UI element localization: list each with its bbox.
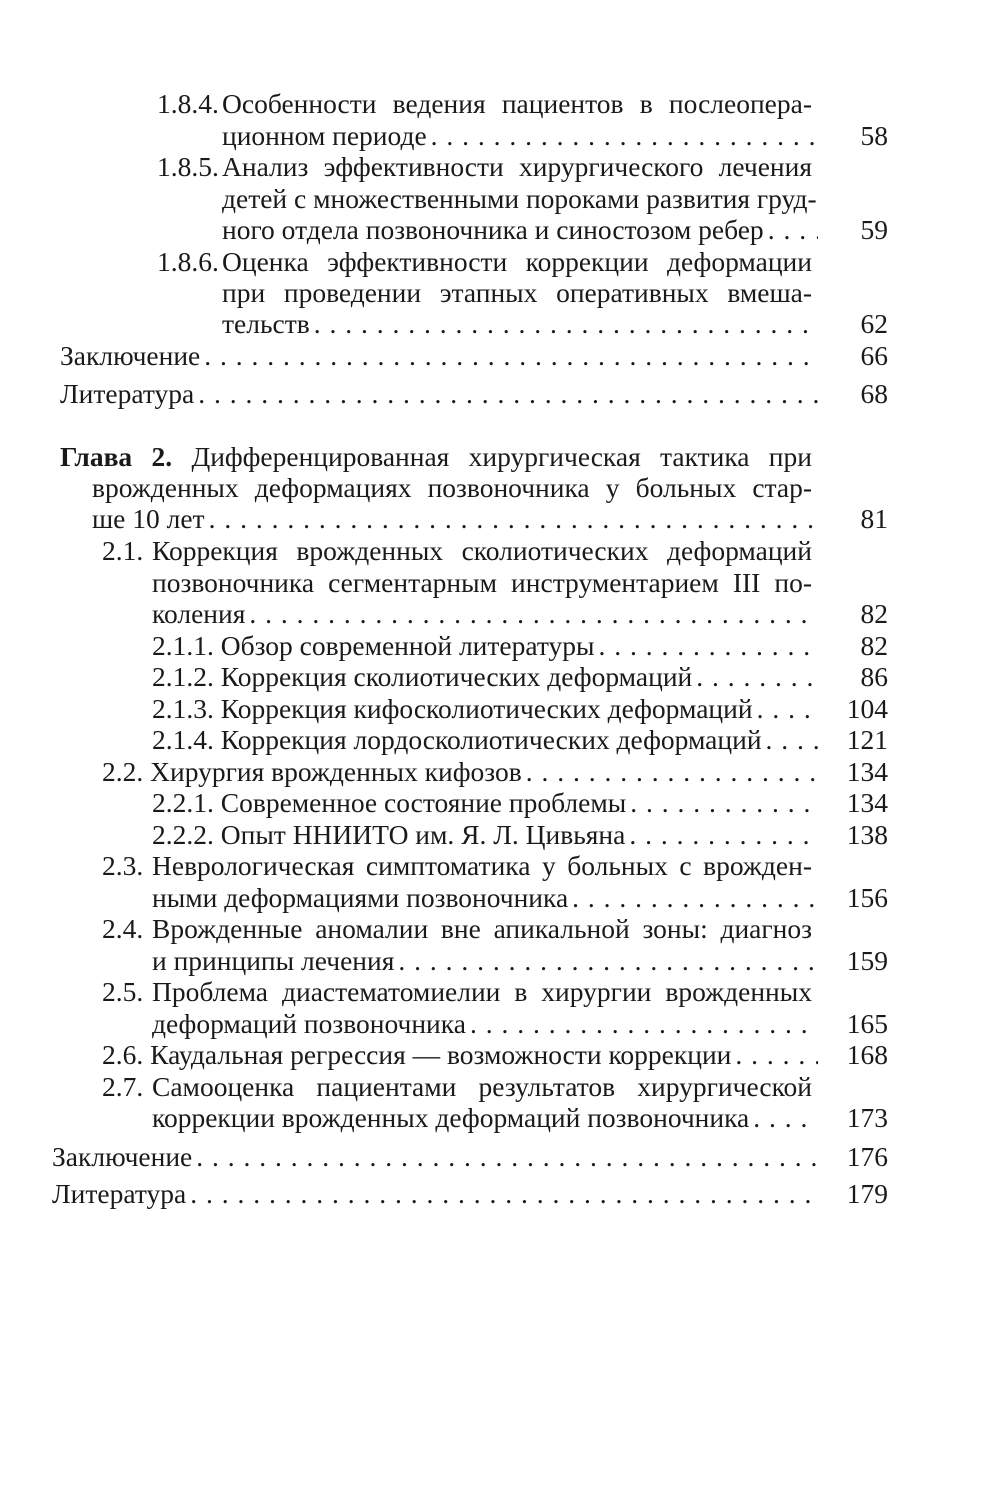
entry-text: позвоночника сегментарным инструментарием III по- xyxy=(152,567,812,598)
toc-entry-literature[interactable] xyxy=(60,378,888,409)
entry-text: Проблема диастематомиелии в хирургии врожденных xyxy=(152,976,812,1007)
toc-entry-2-4[interactable] xyxy=(152,945,888,976)
page-number: 59 xyxy=(860,214,888,245)
chapter-label: Глава 2. xyxy=(60,441,173,472)
page-number: 81 xyxy=(860,503,888,534)
entry-text: Коррекция врожденных сколиотических деформаций xyxy=(152,535,812,566)
leader-dots xyxy=(762,724,818,755)
entry-text: Оценка эффективности коррекции деформации xyxy=(222,246,812,277)
leader-dots xyxy=(205,503,818,534)
page-number: 58 xyxy=(860,120,888,151)
toc-entry-2-2-1[interactable] xyxy=(152,787,888,818)
entry-text: тельств xyxy=(222,308,310,339)
entry-number: 2.1.1. xyxy=(152,630,214,661)
entry-text: коления xyxy=(152,598,246,629)
toc-entry-2-2-2[interactable] xyxy=(152,819,888,850)
leader-dots xyxy=(394,945,818,976)
page-number: 86 xyxy=(860,661,888,692)
entry-text: 2.2.2. Опыт ННИИТО им. Я. Л. Цивьяна xyxy=(152,819,626,850)
entry-text: при проведении этапных оперативных вмеша- xyxy=(222,277,812,308)
toc-entry-conclusion[interactable] xyxy=(52,1141,888,1172)
page-number: 165 xyxy=(846,1008,888,1039)
toc-entry-2-3[interactable] xyxy=(152,882,888,913)
page-number: 176 xyxy=(846,1141,888,1172)
toc-entry-2-2[interactable] xyxy=(102,756,888,787)
page-number: 179 xyxy=(846,1178,888,1209)
entry-number: 2.6. xyxy=(102,1039,144,1070)
page-number: 168 xyxy=(846,1039,888,1070)
entry-number: 2.7. xyxy=(102,1071,144,1102)
entry-text: Неврологическая симптоматика у больных с врожден- xyxy=(152,850,812,881)
page-number: 138 xyxy=(846,819,888,850)
leader-dots xyxy=(595,630,819,661)
entry-text: 2.2. Хирургия врожденных кифозов xyxy=(102,756,522,787)
entry-number: 2.1.4. xyxy=(152,724,214,755)
entry-text: ного отдела позвоночника и синостозом ребер xyxy=(222,214,764,245)
page-number: 66 xyxy=(860,340,888,371)
page-number: 134 xyxy=(846,756,888,787)
entry-text: 2.1.1. Обзор современной литературы xyxy=(152,630,595,661)
entry-text: Самооценка пациентами результатов хирургической xyxy=(152,1071,812,1102)
entry-text: Врожденные аномалии вне апикальной зоны: диагноз xyxy=(152,913,812,944)
entry-number: 2.1.2. xyxy=(152,661,214,692)
toc-entry-chapter-2[interactable] xyxy=(92,503,888,534)
entry-text: 2.1.3. Коррекция кифосколиотических деформаций xyxy=(152,693,753,724)
entry-text: Особенности ведения пациентов в послеопера- xyxy=(222,88,812,119)
toc-entry-2-1-3[interactable] xyxy=(152,693,888,724)
entry-number: 1.8.4. xyxy=(157,88,219,119)
toc-entry-2-1-4[interactable] xyxy=(152,724,888,755)
page-number: 82 xyxy=(860,598,888,629)
toc-entry-2-6[interactable] xyxy=(102,1039,888,1070)
entry-text: Дифференцированная хирургическая тактика при xyxy=(191,441,812,472)
toc-entry-literature[interactable] xyxy=(52,1178,888,1209)
entry-text: 2.2.1. Современное состояние проблемы xyxy=(152,787,627,818)
toc-entry-2-1[interactable] xyxy=(152,598,888,629)
leader-dots xyxy=(731,1039,818,1070)
leader-dots xyxy=(522,756,818,787)
leader-dots xyxy=(192,1141,818,1172)
leader-dots xyxy=(194,378,818,409)
entry-number: 2.2.1. xyxy=(152,787,214,818)
leader-dots xyxy=(568,882,818,913)
toc-entry-2-5[interactable] xyxy=(152,1008,888,1039)
toc-entry-2-1-1[interactable] xyxy=(152,630,888,661)
entry-text: детей с множественными пороками развития груд- xyxy=(222,183,817,214)
entry-text: 2.6. Каудальная регрессия — возможности коррекции xyxy=(102,1039,732,1070)
page-number: 82 xyxy=(860,630,888,661)
entry-text: 2.1.2. Коррекция сколиотических деформаций xyxy=(152,661,693,692)
toc-entry-2-1-2[interactable] xyxy=(152,661,888,692)
toc-entry-1-8-6[interactable] xyxy=(222,308,888,339)
entry-text: ционном периоде xyxy=(222,120,427,151)
entry-text: ше 10 лет xyxy=(92,503,205,534)
page-number: 62 xyxy=(860,308,888,339)
entry-text: ными деформациями позвоночника xyxy=(152,882,569,913)
entry-text: Заключение xyxy=(52,1141,193,1172)
leader-dots xyxy=(749,1102,818,1133)
page-number: 156 xyxy=(846,882,888,913)
leader-dots xyxy=(626,787,818,818)
entry-text: коррекции врожденных деформаций позвоночника xyxy=(152,1102,750,1133)
leader-dots xyxy=(310,308,818,339)
entry-number: 2.2. xyxy=(102,756,144,787)
page-number: 159 xyxy=(846,945,888,976)
page-number: 173 xyxy=(846,1102,888,1133)
entry-text: Литература xyxy=(52,1178,187,1209)
leader-dots xyxy=(625,819,818,850)
leader-dots xyxy=(427,120,818,151)
entry-number: 1.8.6. xyxy=(157,246,219,277)
chapter-heading xyxy=(60,441,812,472)
entry-text: Литература xyxy=(60,378,195,409)
entry-text: врожденных деформациях позвоночника у больных стар- xyxy=(92,472,812,503)
leader-dots xyxy=(764,214,818,245)
toc-entry-1-8-4[interactable] xyxy=(222,120,888,151)
entry-number: 2.3. xyxy=(102,850,144,881)
entry-number: 2.2.2. xyxy=(152,819,214,850)
leader-dots xyxy=(753,693,818,724)
entry-text: и принципы лечения xyxy=(152,945,395,976)
leader-dots xyxy=(692,661,818,692)
leader-dots xyxy=(245,598,818,629)
toc-entry-1-8-5[interactable] xyxy=(222,214,888,245)
entry-number: 2.4. xyxy=(102,913,144,944)
entry-text: Анализ эффективности хирургического лечения xyxy=(222,151,812,182)
entry-text: Заключение xyxy=(60,340,201,371)
entry-number: 2.5. xyxy=(102,976,144,1007)
page-number: 121 xyxy=(846,724,888,755)
toc-entry-2-7[interactable] xyxy=(152,1102,888,1133)
leader-dots xyxy=(200,340,818,371)
page-number: 104 xyxy=(846,693,888,724)
entry-text: деформаций позвоночника xyxy=(152,1008,466,1039)
leader-dots xyxy=(186,1178,818,1209)
entry-text: 2.1.4. Коррекция лордосколиотических деформаций xyxy=(152,724,762,755)
page-number: 134 xyxy=(846,787,888,818)
entry-number: 1.8.5. xyxy=(157,151,219,182)
page-number: 68 xyxy=(860,378,888,409)
entry-number: 2.1. xyxy=(102,535,144,566)
leader-dots xyxy=(466,1008,818,1039)
entry-number: 2.1.3. xyxy=(152,693,214,724)
toc-entry-conclusion[interactable] xyxy=(60,340,888,371)
